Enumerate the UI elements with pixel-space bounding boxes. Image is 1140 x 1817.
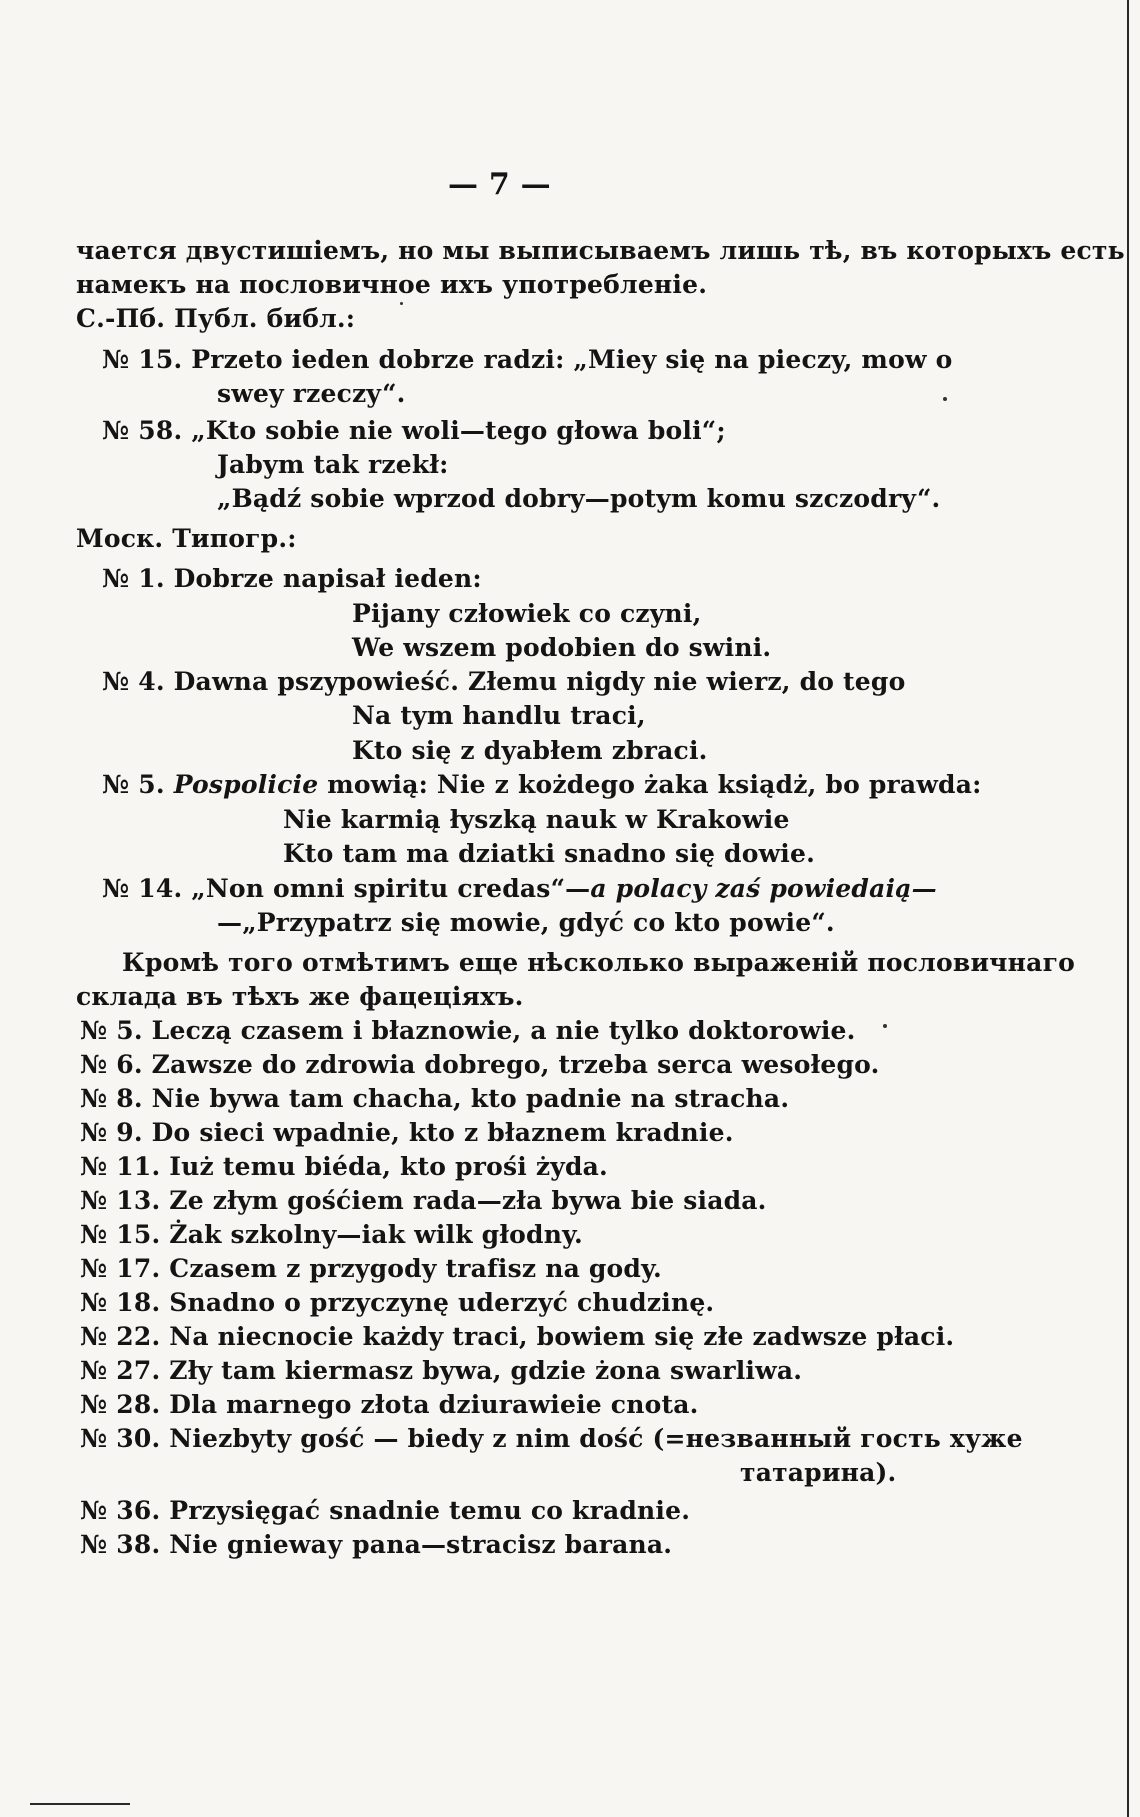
bottom-left-mark bbox=[30, 1803, 130, 1805]
text-line: Kto się z dyabłem zbraci. bbox=[352, 736, 708, 765]
proverb-line: № 38. Nie gniewaу pana—stracisz barana. bbox=[80, 1530, 673, 1559]
text-line: № 58. „Kto sobie nie woli—tego głowa boli“; bbox=[102, 416, 726, 445]
text-line: чается двустишіемъ, но мы выписываемъ лишь тѣ, въ которыхъ есть bbox=[76, 236, 1125, 265]
proverb-line: № 6. Zawsze do zdrowia dobrego, trzeba serca wesołego. bbox=[80, 1050, 880, 1079]
proverb-line: № 9. Do sieci wpadnie, kto z błaznem kradnie. bbox=[80, 1118, 734, 1147]
proverb-line: татарина). bbox=[740, 1458, 897, 1487]
proverb-line: № 5. Leczą czasem i błaznowie, a nie tylko doktorowie. bbox=[80, 1016, 856, 1045]
italic-phrase: a polacy zaś powiedaią— bbox=[590, 874, 937, 903]
text-fragment: mowią: Nie z kożdego żaka ksiądż, bo prawda: bbox=[327, 770, 982, 799]
italic-word: Pospolicie bbox=[173, 770, 319, 799]
proverb-line: № 36. Przysięgać snadnie temu co kradnie. bbox=[80, 1496, 691, 1525]
text-line: № 4. Dawna pszypowieść. Złemu nigdy nie wierz, do tego bbox=[102, 667, 906, 696]
scan-speck bbox=[400, 302, 403, 305]
text-line: Jabym tak rzekł: bbox=[217, 450, 449, 479]
text-line: Nie karmią łyszką nauk w Krakowie bbox=[283, 805, 790, 834]
scan-speck bbox=[943, 397, 947, 401]
text-line: склада въ тѣхъ же фацеціяхъ. bbox=[76, 982, 524, 1011]
proverb-line: № 18. Snadno o przyczynę uderzyć chudzinę. bbox=[80, 1288, 715, 1317]
text-line: swey rzeczy“. bbox=[217, 379, 406, 408]
text-line: We wszem podobien do swini. bbox=[352, 633, 772, 662]
proverb-line: № 22. Na niecnocie każdy traci, bowiem się złe zadwsze płaci. bbox=[80, 1322, 955, 1351]
proverb-line: № 28. Dla marnego złota dziurawieie cnota. bbox=[80, 1390, 699, 1419]
page-number: — 7 — bbox=[448, 167, 551, 202]
text-line: № 15. Przeto ieden dobrze radzi: „Miey się na pieczy, mow o bbox=[102, 345, 953, 374]
text-line: —„Przypatrz się mowie, gdyć co kto powie“. bbox=[217, 908, 835, 937]
proverb-line: № 17. Czasem z przygody trafisz na gody. bbox=[80, 1254, 662, 1283]
entry-number: № 5. bbox=[102, 770, 165, 799]
source-heading: Моск. Типогр.: bbox=[76, 524, 297, 553]
text-line: Kto tam ma dziatki snadno się dowie. bbox=[283, 839, 816, 868]
text-line bbox=[102, 872, 937, 906]
text-line: Na tym handlu traci, bbox=[352, 701, 646, 730]
proverb-line: № 11. Iuż temu biéda, kto prośi żyda. bbox=[80, 1152, 608, 1181]
proverb-line: № 13. Ze złym gośćiem rada—zła bywa bie siada. bbox=[80, 1186, 767, 1215]
scan-speck bbox=[883, 1024, 887, 1028]
right-edge-line bbox=[1127, 0, 1129, 1817]
text-fragment: № 14. „Non omni spiritu credas“— bbox=[102, 874, 591, 903]
source-heading: С.-Пб. Публ. библ.: bbox=[76, 304, 356, 333]
text-line: Pijany człowiek co czyni, bbox=[352, 599, 702, 628]
text-line: „Bądź sobie wprzod dobry—potym komu szczodry“. bbox=[217, 484, 941, 513]
proverb-line: № 30. Niezbyty gość — biedy z nim dość (=незванный гость хуже bbox=[80, 1424, 1023, 1453]
text-line: намекъ на пословичное ихъ употребленіе. bbox=[76, 270, 708, 299]
text-line: № 1. Dobrze napisał ieden: bbox=[102, 564, 482, 593]
text-line bbox=[102, 768, 982, 802]
proverb-line: № 8. Nie bywa tam chacha, kto padnie na stracha. bbox=[80, 1084, 790, 1113]
proverb-line: № 27. Zły tam kiermasz bywa, gdzie żona swarliwa. bbox=[80, 1356, 803, 1385]
text-line: Кромѣ того отмѣтимъ еще нѣсколько выраженій пословичнаго bbox=[122, 948, 1075, 977]
proverb-line: № 15. Żak szkolny—iak wilk głodny. bbox=[80, 1220, 583, 1249]
